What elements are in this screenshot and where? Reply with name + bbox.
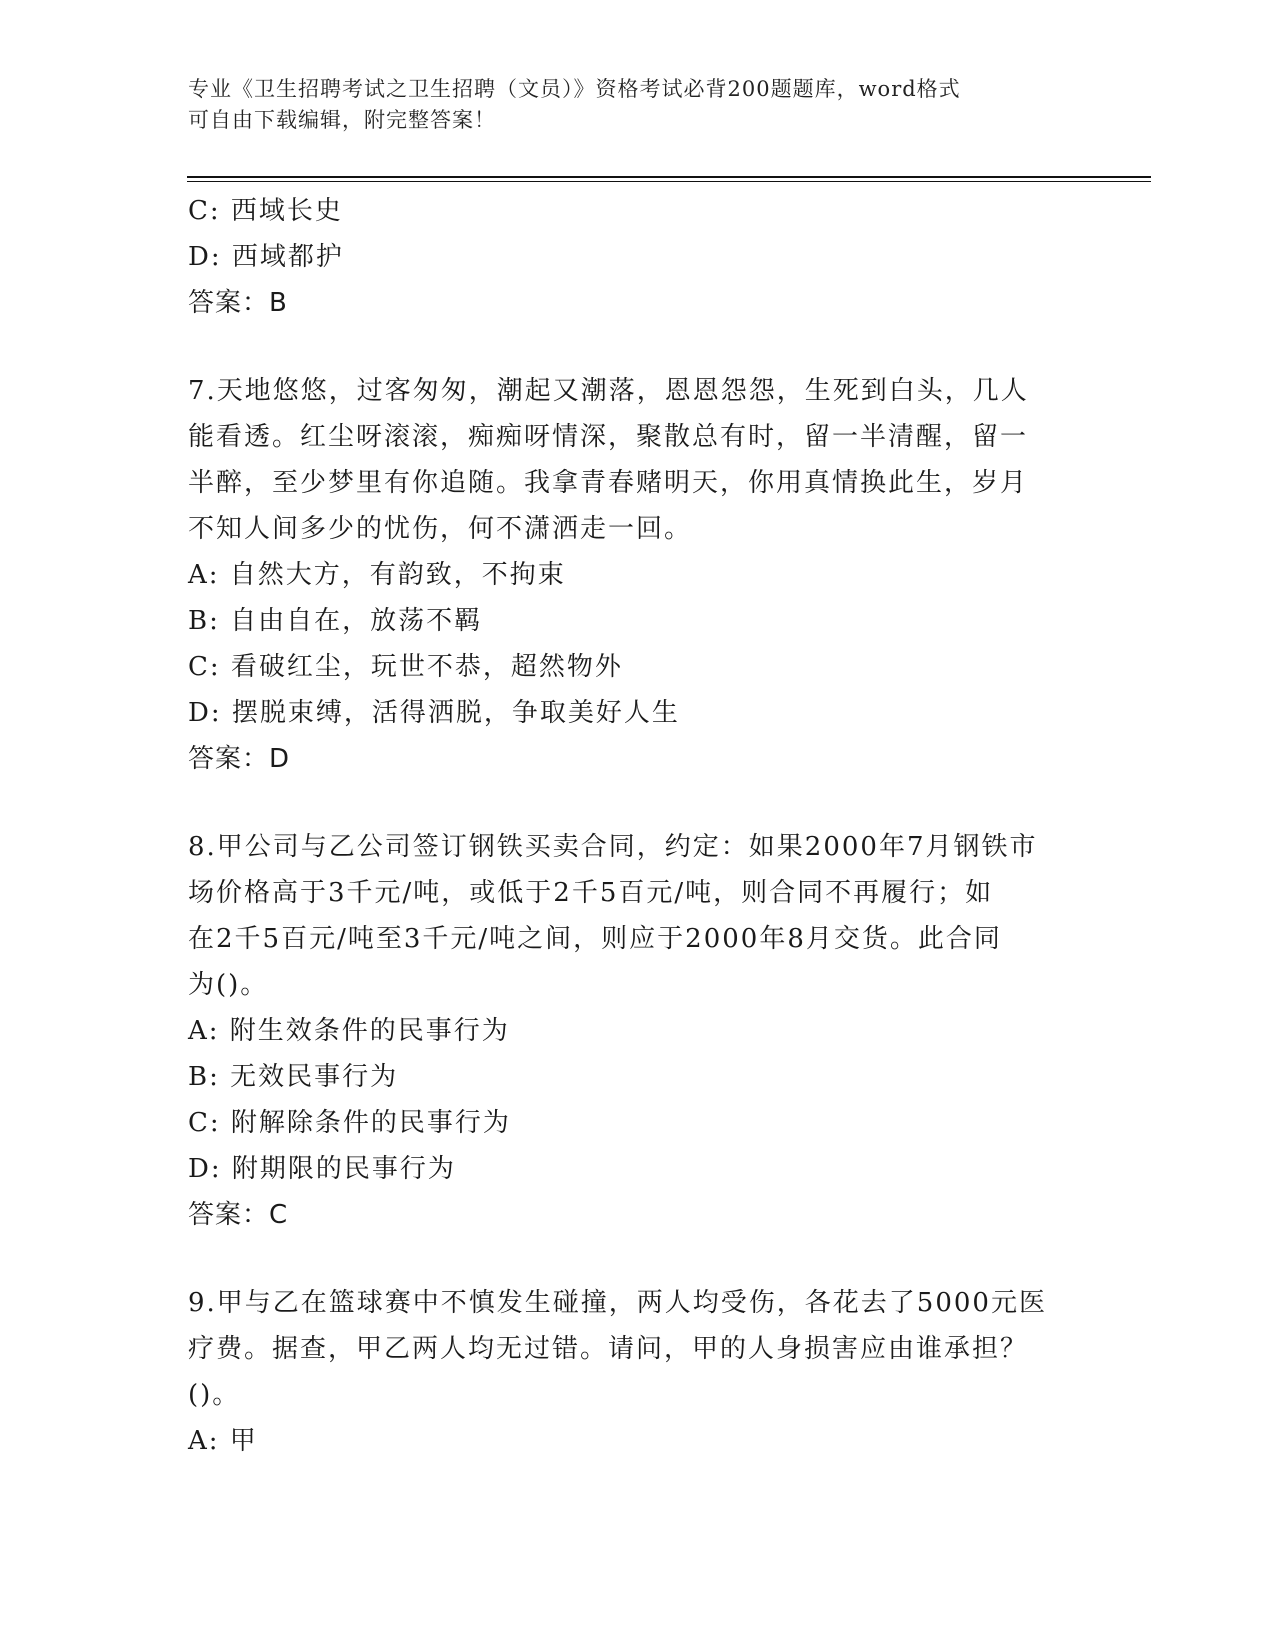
spacer xyxy=(188,782,1088,824)
option-c: C: 西域长史 xyxy=(188,196,343,226)
question-8 xyxy=(188,824,1088,1238)
question-stem xyxy=(188,1280,1088,1418)
header-title-line-2: 可自由下载编辑，附完整答案！ xyxy=(188,108,496,132)
question-stem xyxy=(188,824,1088,1008)
answer-line: 答案：C xyxy=(188,1200,289,1230)
question-7 xyxy=(188,368,1088,782)
stem-line: 疗费。据查，甲乙两人均无过错。请问，甲的人身损害应由谁承担？ xyxy=(188,1334,1029,1364)
question-list xyxy=(188,188,1088,1464)
question-6 xyxy=(188,188,1088,326)
question-9 xyxy=(188,1280,1088,1464)
option-d: D: 西域都护 xyxy=(188,242,344,272)
stem-line: 为()。 xyxy=(188,970,269,1000)
stem-line: 7.天地悠悠，过客匆匆，潮起又潮落，恩恩怨怨，生死到白头，几人 xyxy=(188,376,1029,406)
header-divider-thin xyxy=(187,181,1151,182)
document-header xyxy=(188,74,1068,136)
question-stem xyxy=(188,368,1088,552)
option-d: D: 附期限的民事行为 xyxy=(188,1154,456,1184)
option-a: A: 甲 xyxy=(188,1426,258,1456)
answer-line: 答案：B xyxy=(188,288,288,318)
header-title-line-1: 专业《卫生招聘考试之卫生招聘（文员）》资格考试必背200题题库，word格式 xyxy=(188,77,961,101)
spacer xyxy=(188,326,1088,368)
stem-line: 半醉，至少梦里有你追随。我拿青春赌明天，你用真情换此生，岁月 xyxy=(188,468,1029,498)
answer-line: 答案：D xyxy=(188,744,291,774)
stem-line: 在2千5百元/吨至3千元/吨之间，则应于2000年8月交货。此合同 xyxy=(188,924,1002,954)
option-a: A: 自然大方，有韵致，不拘束 xyxy=(188,560,566,590)
option-a: A: 附生效条件的民事行为 xyxy=(188,1016,510,1046)
option-b: B: 自由自在，放荡不羁 xyxy=(188,606,483,636)
stem-line: 8.甲公司与乙公司签订钢铁买卖合同，约定：如果2000年7月钢铁市 xyxy=(188,832,1038,862)
option-c: C: 看破红尘，玩世不恭，超然物外 xyxy=(188,652,623,682)
stem-line: 9.甲与乙在篮球赛中不慎发生碰撞，两人均受伤，各花去了5000元医 xyxy=(188,1288,1047,1318)
option-c: C: 附解除条件的民事行为 xyxy=(188,1108,511,1138)
option-d: D: 摆脱束缚，活得洒脱，争取美好人生 xyxy=(188,698,680,728)
stem-line: 能看透。红尘呀滚滚，痴痴呀情深，聚散总有时，留一半清醒，留一 xyxy=(188,422,1029,452)
header-divider-thick xyxy=(187,176,1151,178)
stem-line: 场价格高于3千元/吨，或低于2千5百元/吨，则合同不再履行；如 xyxy=(188,878,994,908)
stem-line: ()。 xyxy=(188,1380,241,1410)
option-b: B: 无效民事行为 xyxy=(188,1062,399,1092)
spacer xyxy=(188,1238,1088,1280)
stem-line: 不知人间多少的忧伤，何不潇洒走一回。 xyxy=(188,514,693,544)
